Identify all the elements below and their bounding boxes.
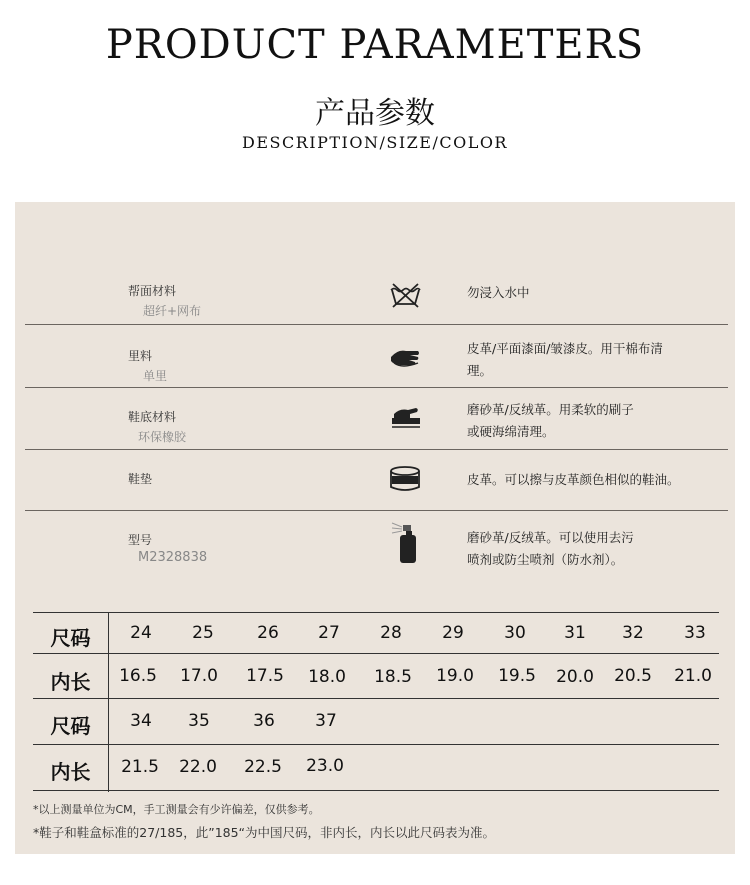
length-cell: 19.0	[436, 666, 474, 686]
length-cell: 23.0	[306, 756, 344, 776]
param-value: 环保橡胶	[138, 430, 187, 444]
shoe-polish-tin-icon	[388, 462, 422, 496]
size-cell: 30	[504, 623, 526, 643]
size-cell: 35	[188, 711, 210, 731]
size-cell: 26	[257, 623, 279, 643]
size-cell: 31	[564, 623, 586, 643]
length-cell: 21.0	[674, 666, 712, 686]
param-value: M2328838	[138, 550, 208, 565]
size-header: 尺码	[50, 714, 91, 738]
length-cell: 20.5	[614, 666, 652, 686]
size-cell: 37	[315, 711, 337, 731]
param-label: 鞋底材料	[128, 410, 177, 424]
length-cell: 16.5	[119, 666, 157, 686]
param-care-text: 磨砂革/反绒革。可以使用去污 喷剂或防尘喷剂（防水剂）。	[467, 530, 634, 567]
param-label: 里料	[128, 349, 153, 363]
cloth-wipe-icon	[388, 339, 422, 373]
length-cell: 17.0	[180, 666, 218, 686]
param-row-model	[25, 511, 728, 591]
length-cell: 21.5	[121, 757, 159, 777]
length-cell: 22.5	[244, 757, 282, 777]
param-value: 超纤+网布	[143, 304, 202, 318]
footnote-size-standard: *鞋子和鞋盒标准的27/185，此”185“为中国尺码，非内长，内长以此尺码表为准。	[33, 825, 496, 840]
spray-can-icon	[388, 519, 422, 565]
param-row-lining	[25, 325, 728, 388]
param-row-sole-material	[25, 388, 728, 450]
size-cell: 36	[253, 711, 275, 731]
param-care-text: 勿浸入水中	[467, 285, 530, 300]
wash-basin-no-soak-icon	[388, 278, 422, 312]
subtitle-english: DESCRIPTION/SIZE/COLOR	[242, 133, 508, 152]
param-care-text: 皮革/平面漆面/皱漆皮。用干棉布清 理。	[467, 341, 663, 378]
length-cell: 22.0	[179, 757, 217, 777]
footnote-measurement: *以上测量单位为CM，手工测量会有少许偏差，仅供参考。	[33, 803, 320, 816]
page-title: PRODUCT PARAMETERS	[105, 22, 645, 68]
size-row-1	[33, 612, 719, 656]
length-cell: 18.0	[308, 667, 346, 687]
brush-icon	[388, 400, 422, 434]
length-cell: 20.0	[556, 667, 594, 687]
size-cell: 25	[192, 623, 214, 643]
size-row-2	[33, 698, 719, 742]
length-cell: 17.5	[246, 666, 284, 686]
param-label: 型号	[128, 533, 153, 547]
size-cell: 27	[318, 623, 340, 643]
param-care-text: 皮革。可以擦与皮革颜色相似的鞋油。	[467, 472, 680, 487]
table-bottom-line	[33, 790, 719, 791]
length-header: 内长	[50, 670, 91, 694]
length-header: 内长	[50, 760, 91, 784]
param-care-text: 磨砂革/反绒革。用柔软的刷子 或硬海绵清理。	[467, 402, 634, 439]
param-value: 单里	[143, 369, 168, 383]
size-header: 尺码	[50, 626, 91, 650]
param-label: 帮面材料	[128, 284, 177, 298]
size-cell: 32	[622, 623, 644, 643]
length-row-1	[33, 653, 719, 697]
length-cell: 19.5	[498, 666, 536, 686]
size-cell: 29	[442, 623, 464, 643]
length-row-2	[33, 744, 719, 788]
param-row-insole	[25, 450, 728, 511]
param-row-upper-material	[25, 264, 728, 325]
length-cell: 18.5	[374, 667, 412, 687]
size-cell: 33	[684, 623, 706, 643]
subtitle-chinese: 产品参数	[315, 96, 435, 131]
param-label: 鞋垫	[128, 472, 153, 486]
size-cell: 28	[380, 623, 402, 643]
size-cell: 34	[130, 711, 152, 731]
size-cell: 24	[130, 623, 152, 643]
